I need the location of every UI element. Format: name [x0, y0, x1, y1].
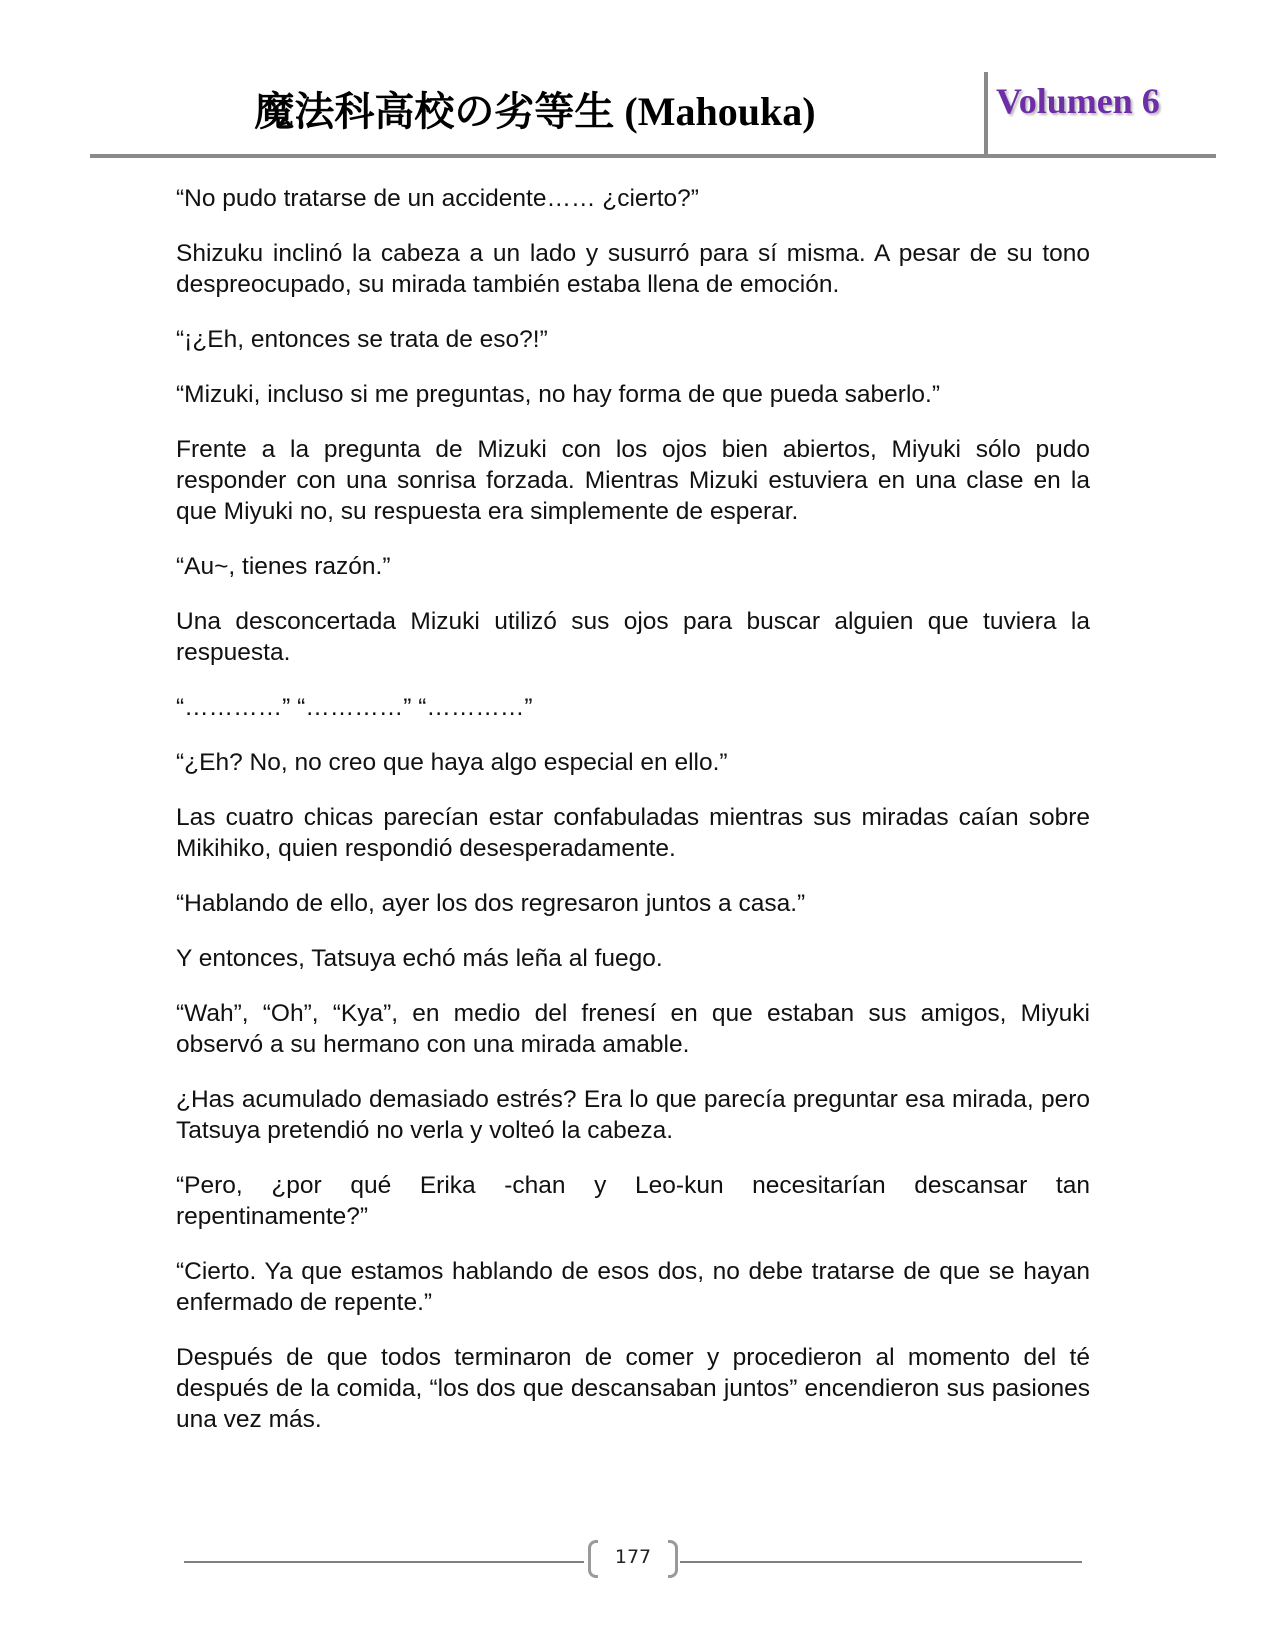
paragraph: “Mizuki, incluso si me preguntas, no hay forma de que pueda saberlo.” — [176, 381, 940, 408]
paragraph: “Hablando de ello, ayer los dos regresaron juntos a casa.” — [176, 890, 806, 917]
paragraph: Y entonces, Tatsuya echó más leña al fuego. — [176, 945, 663, 972]
paragraph: “Wah”, “Oh”, “Kya”, en medio del frenesí en que estaban sus amigos, Miyuki observó a su hermano con una mirada amable. — [176, 1000, 1090, 1058]
paragraph: “…………” “…………” “…………” — [176, 694, 533, 721]
paragraph: ¿Has acumulado demasiado estrés? Era lo que parecía preguntar esa mirada, pero Tatsuya pretendió no verla y volteó la cabeza. — [176, 1086, 1090, 1144]
footer-rule-left — [184, 1561, 584, 1563]
paragraph: “Pero, ¿por qué Erika -chan y Leo-kun necesitarían descansar tan repentinamente?” — [176, 1172, 1090, 1230]
header-rule — [90, 154, 1216, 158]
header-divider-vertical — [984, 72, 988, 154]
paragraph: Frente a la pregunta de Mizuki con los ojos bien abiertos, Miyuki sólo pudo responder con una sonrisa forzada. Mientras Mizuki estuviera en una clase en la que Miyuki no, su respuesta era simplemente de esperar. — [176, 436, 1090, 525]
page-number-bracket-left — [588, 1540, 598, 1578]
paragraph: “Cierto. Ya que estamos hablando de esos dos, no debe tratarse de que se hayan enfermado de repente.” — [176, 1258, 1090, 1316]
paragraph: Shizuku inclinó la cabeza a un lado y susurró para sí misma. A pesar de su tono despreocupado, su mirada también estaba llena de emoción. — [176, 240, 1090, 298]
paragraph: “No pudo tratarse de un accidente…… ¿cierto?” — [176, 185, 699, 212]
paragraph: Las cuatro chicas parecían estar confabuladas mientras sus miradas caían sobre Mikihiko, quien respondió desesperadamente. — [176, 804, 1090, 862]
page-header — [0, 0, 1275, 160]
paragraph: “¿Eh? No, no creo que haya algo especial en ello.” — [176, 749, 728, 776]
page-number-bracket-right — [668, 1540, 678, 1578]
paragraph: Una desconcertada Mizuki utilizó sus ojos para buscar alguien que tuviera la respuesta. — [176, 608, 1090, 666]
paragraph: Después de que todos terminaron de comer y procedieron al momento del té después de la comida, “los dos que descansaban juntos” encendieron sus pasiones una vez más. — [176, 1344, 1090, 1433]
paragraph: “Au~, tienes razón.” — [176, 553, 391, 580]
body-text — [176, 183, 1090, 1459]
page-footer — [0, 1530, 1275, 1590]
page-number: 177 — [614, 1546, 652, 1568]
paragraph: “¡¿Eh, entonces se trata de eso?!” — [176, 326, 548, 353]
book-title: 魔法科高校の劣等生 (Mahouka) — [254, 89, 816, 134]
volume-label: Volumen 6 — [996, 81, 1160, 121]
footer-rule-right — [680, 1561, 1082, 1563]
